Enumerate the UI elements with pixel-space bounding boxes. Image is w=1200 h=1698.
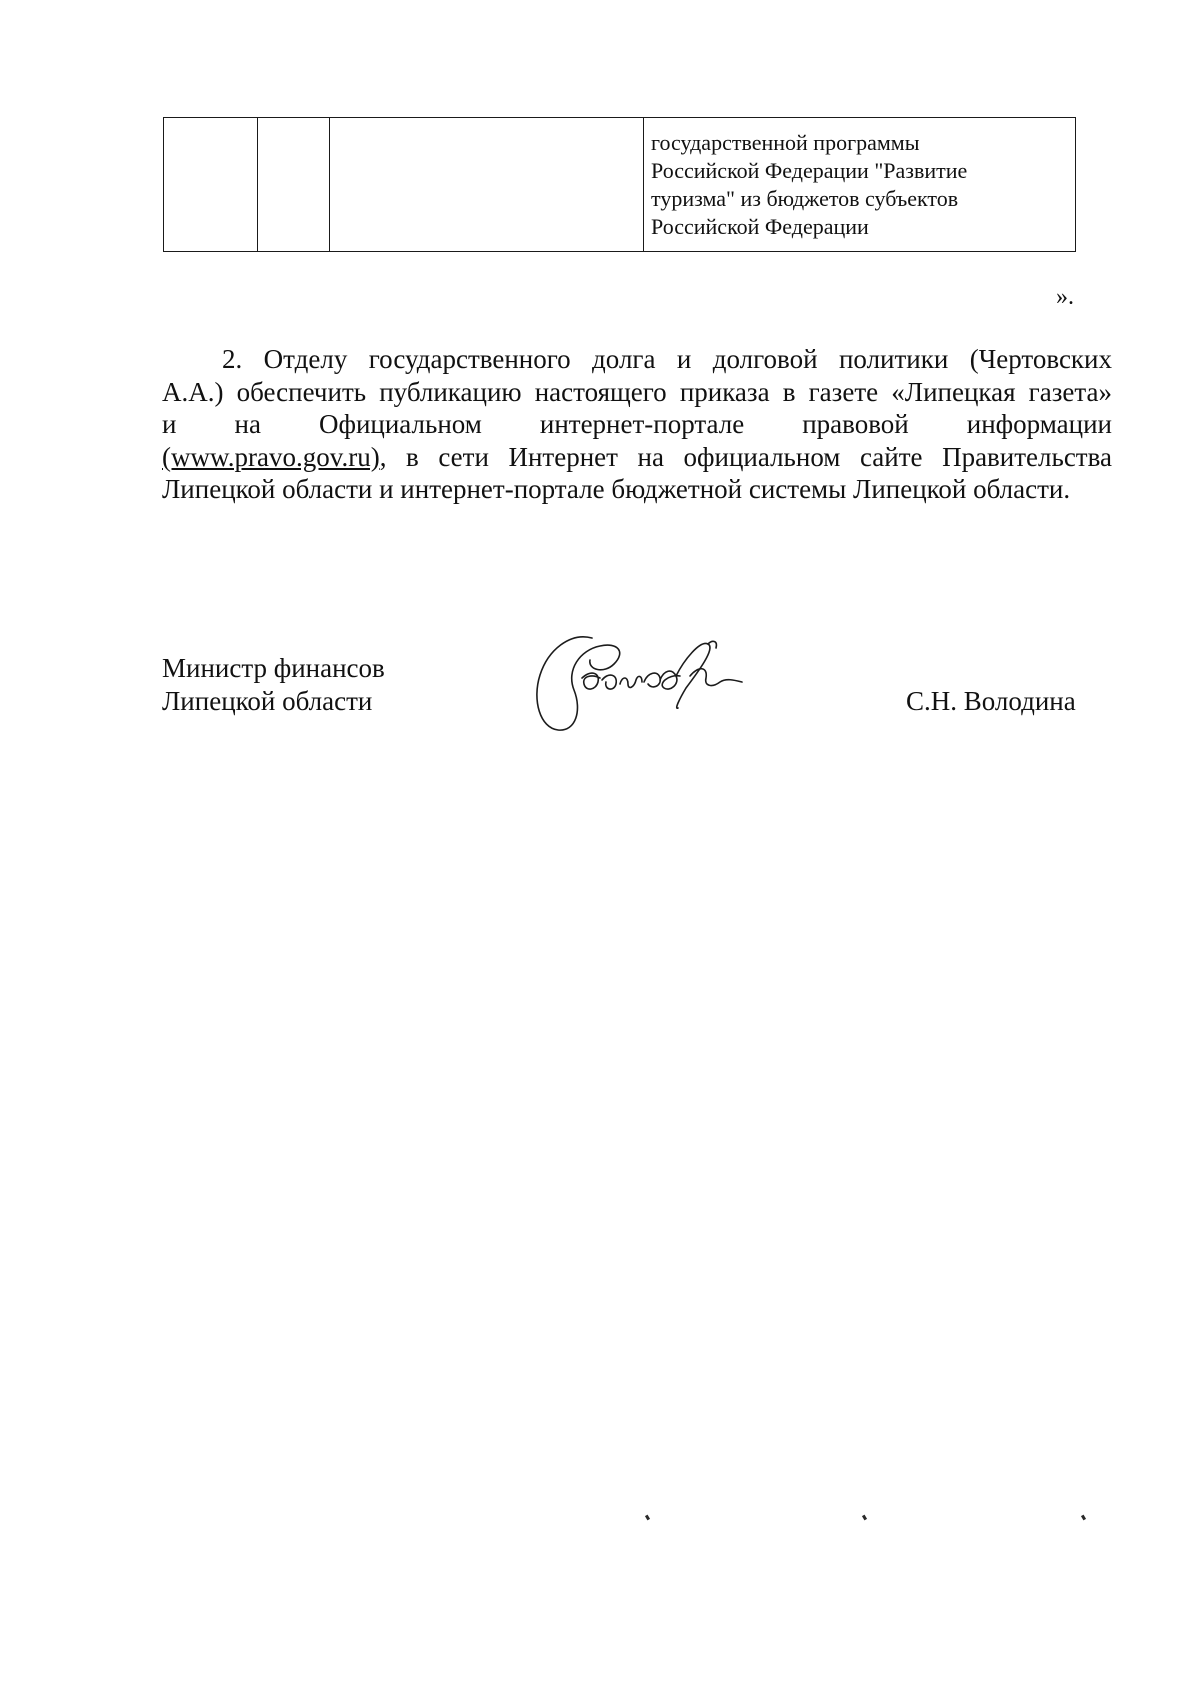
scan-speck (645, 1515, 650, 1521)
table-cell-empty-3 (330, 118, 644, 252)
position-line: Министр финансов (162, 653, 385, 683)
signatory-name: С.Н. Володина (906, 686, 1076, 716)
paragraph-line: и на Официальном интернет-портале правовой информации (162, 409, 1112, 439)
paragraph-2 (162, 343, 1112, 506)
table-row (164, 118, 1076, 252)
paragraph-line: Липецкой области и интернет-портале бюджетной системы Липецкой области. (162, 474, 1071, 504)
handwritten-signature (530, 630, 745, 735)
scan-speck (1081, 1515, 1086, 1521)
table-cell-empty-1 (164, 118, 258, 252)
table-cell-description (644, 118, 1076, 252)
paragraph-line: 2. Отделу государственного долга и долговой политики (Чертовских (222, 344, 1112, 374)
signatory-position (162, 652, 385, 718)
paragraph-line-rest: , в сети Интернет на официальном сайте Правительства (379, 441, 1112, 472)
scan-speck (862, 1515, 867, 1521)
paragraph-line: А.А.) обеспечить публикацию настоящего приказа в газете «Липецкая газета» (162, 376, 1112, 407)
table-fragment (163, 117, 1076, 252)
closing-quote: ». (1056, 284, 1074, 310)
paragraph-line (162, 441, 1112, 474)
table-cell-text: государственной программы Российской Федерации "Развитие туризма" из бюджетов субъектов Российской Федерации (651, 130, 968, 239)
position-line: Липецкой области (162, 686, 373, 716)
pravo-link[interactable]: (www.pravo.gov.ru) (162, 441, 380, 472)
table-cell-empty-2 (258, 118, 330, 252)
